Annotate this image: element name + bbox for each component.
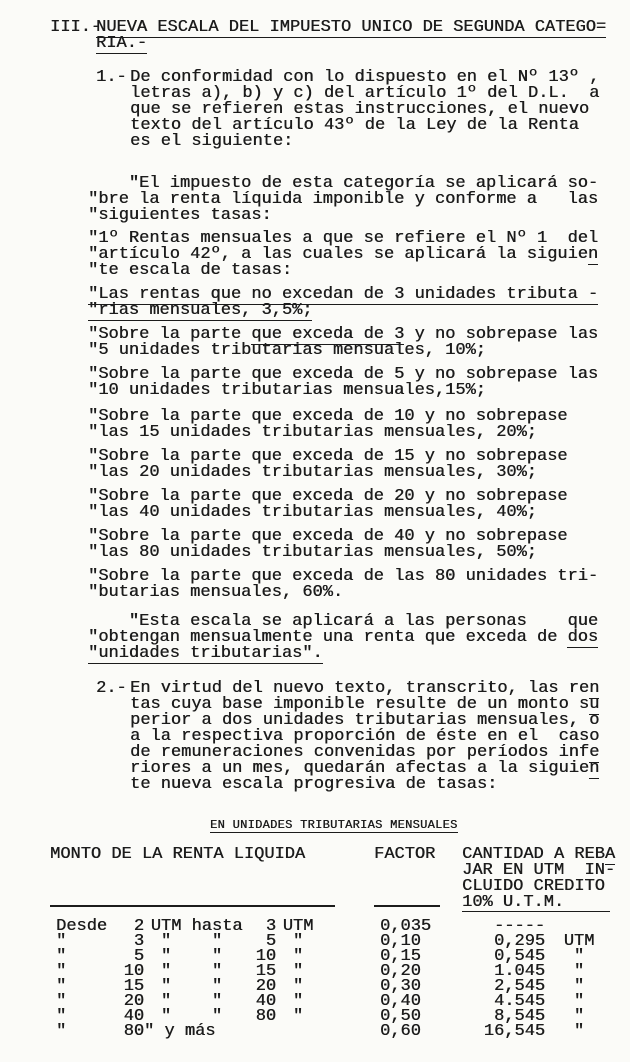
text-line: "1º Rentas mensuales a que se refiere el Nº 1 del	[88, 229, 599, 248]
text-line: a la respectiva proporción de éste en el caso	[130, 727, 600, 746]
text-line: "Sobre la parte que exceda de 20 y no sobrepase	[88, 487, 568, 506]
text-line: "Esta escala se aplicará a las personas que	[88, 612, 599, 631]
quoted-paragraph-2	[88, 231, 630, 279]
quoted-paragraph-7	[88, 449, 630, 481]
quoted-paragraph-6	[88, 409, 630, 441]
text-line: JAR EN UTM IN-	[462, 861, 616, 880]
clause-body	[130, 681, 599, 793]
text-line: riores a un mes, quedarán afectas a la siguien	[130, 759, 600, 778]
text-line: "Sobre la parte que exceda de las 80 unidades tri-	[88, 567, 599, 586]
text-line: "bre la renta líquida imponible y conforme a las	[88, 190, 599, 209]
text-line: En virtud del nuevo texto, transcrito, las ren	[130, 679, 600, 698]
quoted-paragraph-5	[88, 367, 630, 399]
quoted-paragraph-1	[88, 176, 630, 224]
section-number: III.-	[50, 18, 102, 37]
text-line: "obtengan mensualmente una renta que exceda de dos	[88, 628, 599, 647]
table-row: " 40 " " 80 " 0,50 8,545 "	[56, 1007, 585, 1026]
text-line: "5 unidades tributarias mensuales, 10%;	[88, 341, 486, 360]
text-line: es el siguiente:	[130, 132, 294, 151]
section-title-line: NUEVA ESCALA DEL IMPUESTO UNICO DE SEGUNDA CATEGO=	[96, 18, 607, 37]
text-line: "Sobre la parte que exceda de 40 y no sobrepase	[88, 527, 568, 546]
quoted-paragraph-3	[88, 287, 630, 319]
text-line: "las 20 unidades tributarias mensuales, 30%;	[88, 463, 537, 482]
column-header-factor: FACTOR	[374, 847, 462, 911]
text-line: "Las rentas que no excedan de 3 unidades tributa -	[88, 285, 599, 304]
table-title: EN UNIDADES TRIBUTARIAS MENSUALES	[210, 818, 458, 832]
text-line: "te escala de tasas:	[88, 261, 293, 280]
text-line: te nueva escala progresiva de tasas:	[130, 775, 498, 794]
text-line: 10% U.T.M.	[462, 895, 610, 912]
clause-number: 2.-	[96, 679, 127, 698]
text-line: "butarias mensuales, 60%.	[88, 583, 344, 602]
text-line: CANTIDAD A REBA	[462, 845, 616, 864]
clause-1	[96, 70, 630, 150]
quoted-paragraph-8	[88, 489, 630, 521]
text-line: tas cuya base imponible resulte de un monto su	[130, 695, 600, 714]
section-title-line: RIA.-	[96, 34, 148, 53]
table-rule	[374, 905, 440, 907]
clause-number: 1.-	[96, 68, 127, 87]
table-row: " 80 " y más 0,60 16,545 "	[56, 1022, 585, 1041]
table-row: " 5 " " 10 " 0,15 0,545 "	[56, 947, 585, 966]
text-line: texto del artículo 43º de la Ley de la Renta	[130, 116, 579, 135]
text-line: "El impuesto de esta categoría se aplicará so-	[88, 174, 599, 193]
table-row: " 3 " " 5 " 0,10 0,295 UTM	[56, 932, 595, 951]
text-line: "siguientes tasas:	[88, 206, 272, 225]
text-line: "Sobre la parte que exceda de 15 y no sobrepase	[88, 447, 568, 466]
quoted-paragraph-4	[88, 327, 630, 359]
column-header-monto: MONTO DE LA RENTA LIQUIDA	[50, 847, 374, 911]
text-line: "Sobre la parte que exceda de 10 y no sobrepase	[88, 407, 568, 426]
quoted-paragraph-11	[88, 614, 630, 662]
clause-body	[130, 70, 599, 150]
text-line: "rias mensuales, 3,5%;	[88, 301, 313, 320]
text-line: de remuneraciones convenidas por períodos infe	[130, 743, 600, 762]
text-line: "las 15 unidades tributarias mensuales, 20%;	[88, 423, 537, 442]
column-header-cantidad	[462, 847, 620, 911]
text-line: que se refieren estas instrucciones, el nuevo	[130, 100, 590, 119]
quoted-paragraph-9	[88, 529, 630, 561]
text-line: CLUIDO CREDITO	[462, 877, 605, 896]
table-row: Desde 2 UTM hasta 3 UTM 0,035 -----	[56, 917, 545, 936]
section-title	[96, 20, 606, 52]
text-line: "Sobre la parte que exceda de 3 y no sobrepase las	[88, 325, 599, 344]
clause-2	[96, 681, 630, 793]
table-row: " 10 " " 15 " 0,20 1.045 "	[56, 962, 585, 981]
text-line: De conformidad con lo dispuesto en el Nº 13º ,	[130, 68, 600, 87]
text-line: letras a), b) y c) del artículo 1º del D.L. a	[130, 84, 600, 103]
text-line: perior a dos unidades tributarias mensuales, o	[130, 711, 600, 730]
table-body	[0, 919, 630, 1039]
table-row: " 15 " " 20 " 0,30 2,545 "	[56, 977, 585, 996]
text-line: "unidades tributarias".	[88, 644, 323, 663]
quoted-paragraph-10	[88, 569, 630, 601]
table-header	[50, 847, 630, 911]
text-line: "Sobre la parte que exceda de 5 y no sobrepase las	[88, 365, 599, 384]
text-line: "las 40 unidades tributarias mensuales, 40%;	[88, 503, 537, 522]
section-heading	[0, 20, 630, 52]
table-row: " 20 " " 40 " 0,40 4.545 "	[56, 992, 585, 1011]
text-line: "las 80 unidades tributarias mensuales, 50%;	[88, 543, 537, 562]
text-line: "10 unidades tributarias mensuales,15%;	[88, 381, 486, 400]
text-line: "artículo 42º, a las cuales se aplicará la siguien	[88, 245, 599, 264]
table-rule	[50, 905, 335, 907]
